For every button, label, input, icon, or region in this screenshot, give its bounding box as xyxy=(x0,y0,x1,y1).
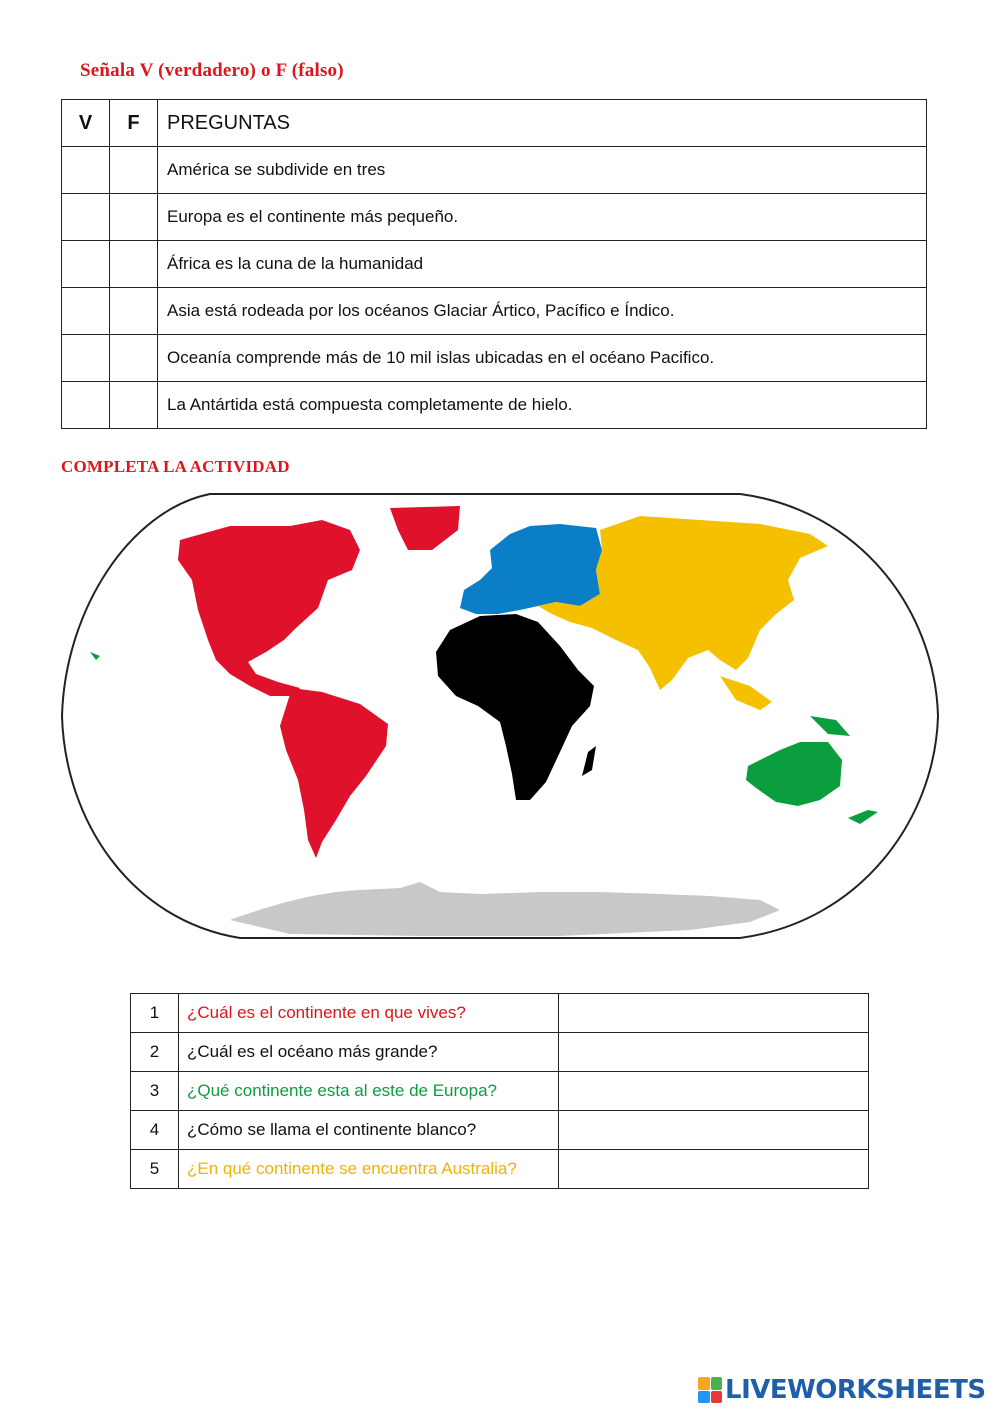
statement-text: Asia está rodeada por los océanos Glaciar Ártico, Pacífico e Índico. xyxy=(158,288,927,335)
answer-v-cell[interactable] xyxy=(62,382,110,429)
statement-text: Europa es el continente más pequeño. xyxy=(158,194,927,241)
table-header-row xyxy=(62,100,927,147)
question-number: 5 xyxy=(131,1150,179,1189)
answer-v-cell[interactable] xyxy=(62,288,110,335)
statement-text: África es la cuna de la humanidad xyxy=(158,241,927,288)
table-row xyxy=(131,1072,869,1111)
answer-field[interactable] xyxy=(559,1111,869,1150)
question-number: 1 xyxy=(131,994,179,1033)
table-row xyxy=(62,241,927,288)
answer-v-cell[interactable] xyxy=(62,147,110,194)
question-number: 2 xyxy=(131,1033,179,1072)
answer-v-cell[interactable] xyxy=(62,335,110,382)
question-text: ¿En qué continente se encuentra Australia? xyxy=(179,1150,559,1189)
question-text: ¿Cuál es el continente en que vives? xyxy=(179,994,559,1033)
brand-name: LIVEWORKSHEETS xyxy=(725,1375,986,1405)
table-row xyxy=(62,382,927,429)
table-row xyxy=(62,288,927,335)
answer-field[interactable] xyxy=(559,1150,869,1189)
question-number: 4 xyxy=(131,1111,179,1150)
statement-text: América se subdivide en tres xyxy=(158,147,927,194)
true-false-table xyxy=(61,99,927,429)
answer-field[interactable] xyxy=(559,1072,869,1111)
answer-v-cell[interactable] xyxy=(62,241,110,288)
table-row xyxy=(131,994,869,1033)
table-row xyxy=(62,147,927,194)
answer-field[interactable] xyxy=(559,1033,869,1072)
answer-field[interactable] xyxy=(559,994,869,1033)
question-number: 3 xyxy=(131,1072,179,1111)
question-text: ¿Qué continente esta al este de Europa? xyxy=(179,1072,559,1111)
statement-text: Oceanía comprende más de 10 mil islas ubicadas en el océano Pacifico. xyxy=(158,335,927,382)
table-row xyxy=(131,1033,869,1072)
world-map xyxy=(60,490,940,942)
answer-f-cell[interactable] xyxy=(110,194,158,241)
header-preguntas: PREGUNTAS xyxy=(158,100,927,147)
questions-table xyxy=(130,993,869,1189)
answer-v-cell[interactable] xyxy=(62,194,110,241)
table-row xyxy=(131,1111,869,1150)
section-title-activity: COMPLETA LA ACTIVIDAD xyxy=(61,457,290,476)
answer-f-cell[interactable] xyxy=(110,382,158,429)
question-text: ¿Cuál es el océano más grande? xyxy=(179,1033,559,1072)
statement-text: La Antártida está compuesta completamente de hielo. xyxy=(158,382,927,429)
section-title-true-false: Señala V (verdadero) o F (falso) xyxy=(80,60,344,81)
answer-f-cell[interactable] xyxy=(110,335,158,382)
table-row xyxy=(62,194,927,241)
question-text: ¿Cómo se llama el continente blanco? xyxy=(179,1111,559,1150)
liveworksheets-logo xyxy=(698,1375,986,1405)
answer-f-cell[interactable] xyxy=(110,241,158,288)
header-v: V xyxy=(62,100,110,147)
table-row xyxy=(131,1150,869,1189)
table-row xyxy=(62,335,927,382)
logo-icon xyxy=(698,1377,722,1403)
header-f: F xyxy=(110,100,158,147)
answer-f-cell[interactable] xyxy=(110,147,158,194)
answer-f-cell[interactable] xyxy=(110,288,158,335)
